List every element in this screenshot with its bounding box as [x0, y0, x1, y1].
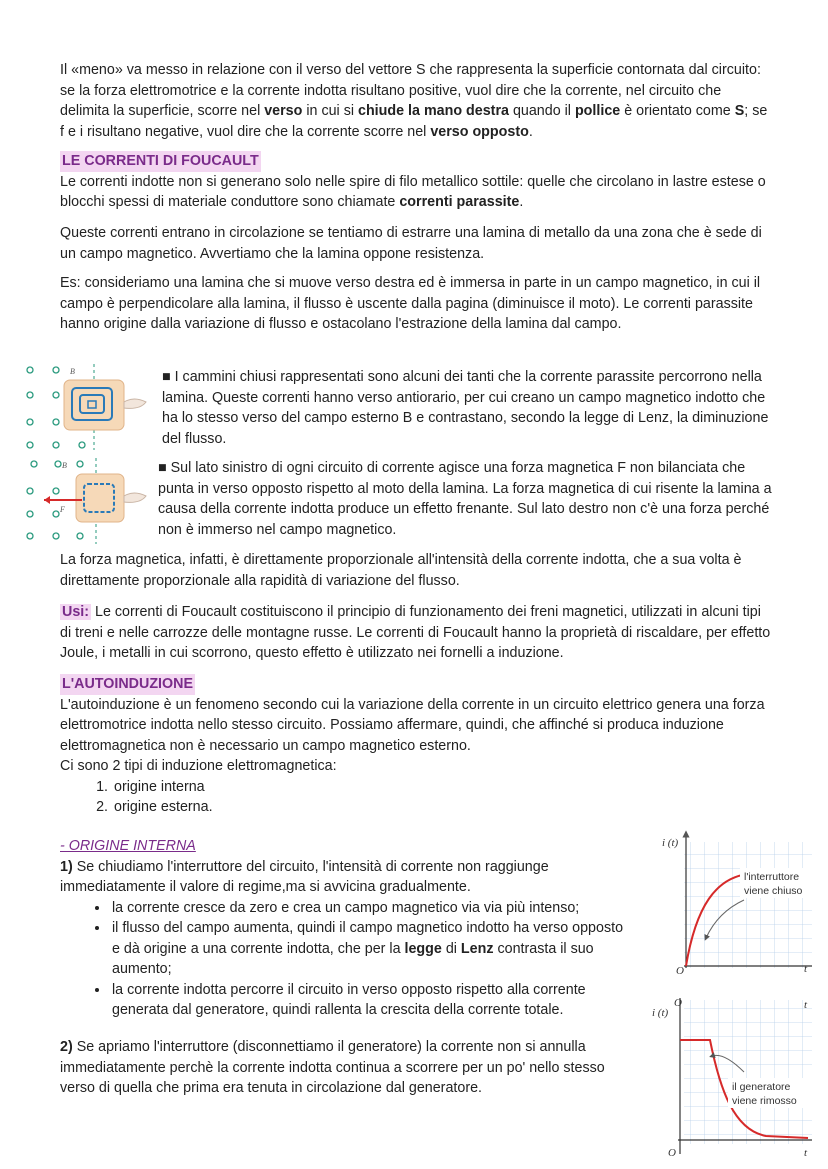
fig2-caption: ■ Sul lato sinistro di ogni circuito di corrente agisce una forza magnetica F non bilanciata che punta in verso opposto rispetto al moto della lamina. La forza magnetica di cui risente la lamina a causa della corrente indotta produce un effetto frenante. Sul lato destro non c'è una forza perché non è immerso nel campo magnetico.: [158, 460, 772, 538]
foucault-p2: Queste correnti entrano in circolazione se tentiamo di estrarre una lamina di metallo da una zona che è sede di un campo magnetico. Avvertiamo che la lamina oppone resistenza.: [60, 225, 762, 262]
annotation-line-2: viene rimosso: [732, 1095, 797, 1107]
autoinduzione-p1: L'autoinduzione è un fenomeno secondo cui la variazione della corrente in un circuito elettrico genera una forza elettromotrice indotta nello stesso circuito. Possiamo affermare, quindi, che affinché si produca induzione elettromagnetica non è necessario un campo magnetico esterno.: [60, 696, 765, 754]
foucault-section: [60, 151, 772, 213]
section-title-autoinduzione: L'AUTOINDUZIONE: [60, 674, 195, 695]
x-axis-label: t: [804, 1147, 808, 1159]
list-item: 1. origine interna: [112, 777, 772, 798]
section-title-foucault: LE CORRENTI DI FOUCAULT: [60, 151, 261, 172]
foucault-p3: Es: consideriamo una lamina che si muove verso destra ed è immersa in parte in un campo magnetico, in cui il campo è perpendicolare alla lamina, il flusso è uscente dalla pagina (diminuisce il moto). Le correnti parassite hanno origine dalla variazione di flusso e ostacolano l'estrazione della lamina dal campo.: [60, 275, 761, 332]
foucault-p1: Le correnti indotte non si generano solo nelle spire di filo metallico sottile: quelle che circolano in lastre estese o blocchi spessi di materiale conduttore sono chiamate correnti parassite.: [60, 173, 766, 210]
tipi-list: [60, 777, 772, 818]
autoinduzione-p2: Ci sono 2 tipi di induzione elettromagnetica:: [60, 758, 337, 774]
list-item: • la corrente indotta percorre il circuito in verso opposto rispetto alla corrente generata dal generatore, quindi rallenta la crescita della corrente totale.: [110, 980, 626, 1021]
graph-current-decaying: [648, 994, 816, 1162]
y-axis-label: i (t): [662, 837, 679, 849]
origin-top-label: O: [674, 997, 682, 1009]
origin-label: O: [668, 1147, 676, 1159]
origine-interna-section: [60, 836, 626, 1021]
eddy-current-figure-1: [20, 362, 150, 452]
x-axis-label: t: [804, 963, 808, 975]
list-item: 2. origine esterna.: [112, 797, 772, 818]
y-axis-label: i (t): [652, 1007, 669, 1019]
point-1: 1) Se chiudiamo l'interruttore del circuito, l'intensità di corrente non raggiunge immediatamente il valore di regime,ma si avvicina gradualmente.: [60, 858, 549, 895]
annotation-line-1: il generatore: [732, 1081, 791, 1093]
bullet-list: [60, 898, 626, 1021]
autoinduzione-section: [60, 674, 772, 818]
usi-paragraph: Usi: Le correnti di Foucault costituiscono il principio di funzionamento dei freni magnetici, utilizzati in alcuni tipi di treni e nelle carrozze delle montagne russe. Le correnti di Foucault hanno la proprietà di riscaldare, per effetto Joule, i metalli in cui scorrono, questo effetto è utilizzato nei fornelli a induzione.: [60, 604, 771, 661]
intro-paragraph: [60, 60, 772, 142]
intro-text: Il «meno» va messo in relazione con il verso del vettore S che rappresenta la superficie contornata dal circuito: se la forza elettromotrice e la corrente indotta risultano positive, vuol dire che la corrente, nel circuito che delimita la superficie, scorre nel verso in cui si chiude la mano destra quando il pollice è orientato come S; se f e i risultano negative, vuol dire che la corrente scorre nel verso opposto.: [60, 62, 768, 140]
label-b: B: [62, 461, 67, 470]
list-item: • il flusso del campo aumenta, quindi il campo magnetico indotto ha verso opposto e dà origine a una corrente indotta, che per la legge di Lenz contrasta il suo aumento;: [110, 918, 626, 980]
point-2: 2) Se apriamo l'interruttore (disconnettiamo il generatore) la corrente non si annulla immediatamente perchè la corrente indotta continua a scorrere per un po' nello stesso verso di quella che prima era tenuta in circolazione dal generatore.: [60, 1039, 605, 1096]
graph-current-rising: [648, 826, 816, 976]
label-f: F: [60, 505, 65, 514]
fig1-caption: ■ I cammini chiusi rappresentati sono alcuni dei tanti che la corrente parassite percorrono nella lamina. Queste correnti hanno verso antiorario, per cui creano un campo magnetico indotto che ha lo stesso verso del campo esterno B e contrastano, secondo la legge di Lenz, la diminuzione del flusso.: [162, 369, 769, 447]
annotation-line-1: l'interruttore: [744, 871, 800, 883]
eddy-current-figure-2: [20, 456, 150, 546]
list-item: • la corrente cresce da zero e crea un campo magnetico via via più intenso;: [110, 898, 626, 919]
foucault-p4: La forza magnetica, infatti, è direttamente proporzionale all'intensità della corrente indotta, che a sua volta è direttamente proporzionale alla rapidità di variazione del flusso.: [60, 552, 742, 589]
t-top-label: t: [804, 999, 808, 1011]
label-b: B: [70, 367, 75, 376]
annotation-line-2: viene chiuso: [744, 885, 803, 897]
usi-label: Usi:: [62, 604, 90, 620]
origin-label: O: [676, 965, 684, 976]
subsection-title: - ORIGINE INTERNA: [60, 838, 196, 854]
